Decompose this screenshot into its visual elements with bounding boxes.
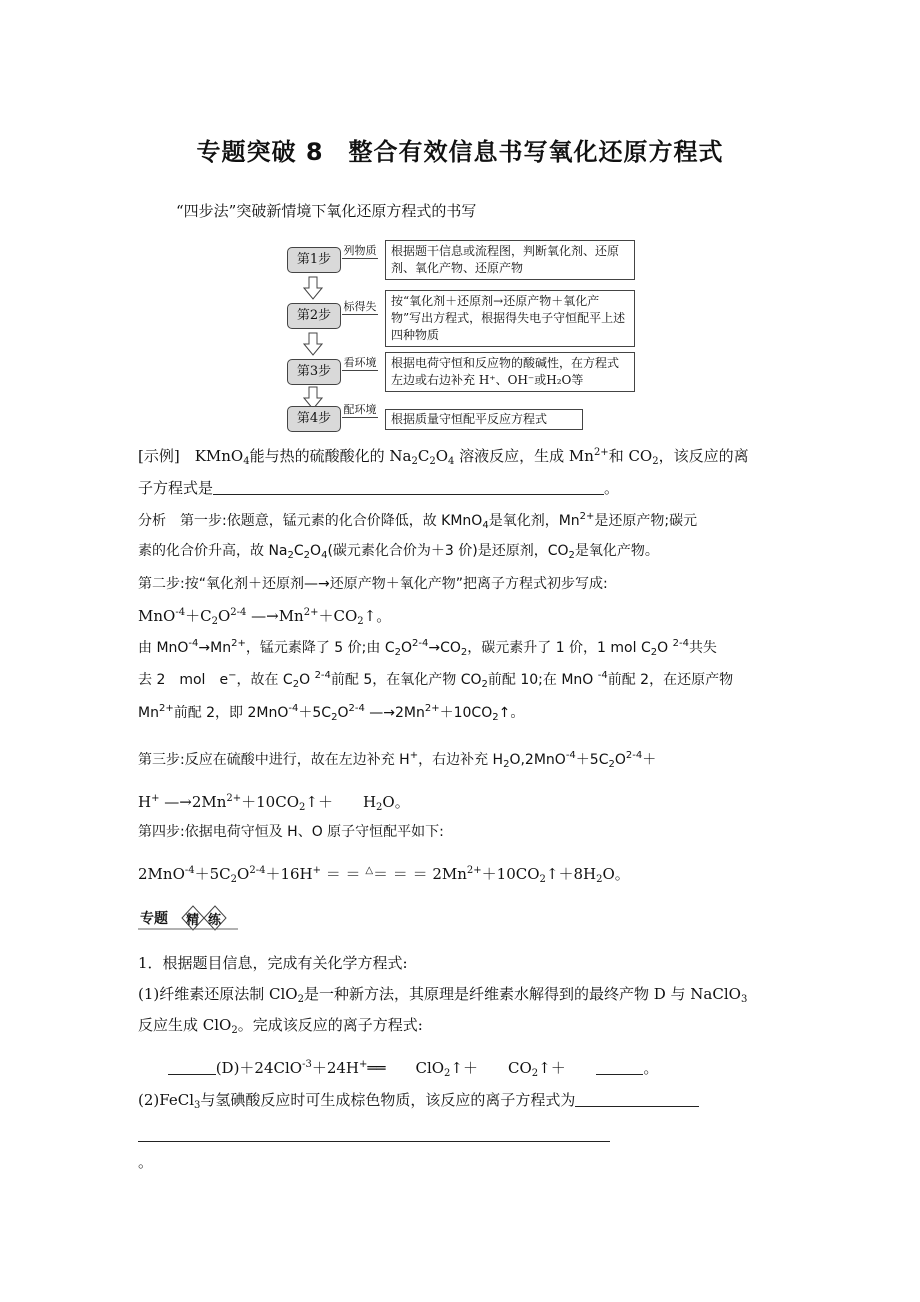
superscript: -4 [188,638,199,649]
q1-part1-equation [138,1058,658,1078]
text-run: 溶液反应，生成 Mn [454,447,594,465]
text-run: ＋10CO [481,865,540,883]
text-run: ＋C [185,607,212,625]
superscript: 2-4 [348,703,365,714]
text-run: (D)＋24ClO [215,1059,303,1077]
text-run: ＋5C [575,752,609,768]
answer-blank [575,1092,699,1107]
subscript: 3 [740,994,748,1005]
superscript: + [151,793,160,804]
text-run: ＋16H [265,865,313,883]
subscript: 4 [448,456,455,467]
subscript: 2 [411,456,418,467]
text-run: MnO [138,607,176,625]
text-run: ↑＋8H [545,865,597,883]
text-run: 。完成该反应的离子方程式: [237,1016,423,1034]
subscript: 2 [292,679,300,690]
text-run: ，锰元素降了 5 价;由 C [245,640,395,656]
subscript: 2 [297,994,304,1005]
text-run: 是还原产物;碳元 [594,513,698,529]
badge-text-topic: 专题 [140,911,168,927]
subscript: 2 [211,616,218,627]
text-run: 前配 10;在 MnO [487,672,598,688]
text-run: —→2Mn [159,793,227,811]
subscript: 2 [231,1025,238,1036]
text-run: C [293,543,304,559]
superscript: 2-4 [230,607,247,618]
superscript: 2-4 [412,638,429,649]
superscript: 2+ [424,703,440,714]
text-run: O [614,752,626,768]
text-run: ，右边补充 H [418,752,504,768]
subscript: 2 [539,874,546,885]
analysis-step2 [138,574,608,594]
text-run: 由 MnO [138,640,189,656]
text-run: 能与热的硫酸酸化的 Na [249,447,412,465]
text-run: 2MnO [138,865,185,883]
q1-part2 [138,1090,699,1110]
subscript: 2 [608,759,615,770]
text-run: ＋24H [311,1059,360,1077]
subscript: 2 [287,550,294,561]
flow-desc-3: 根据电荷守恒和反应物的酸碱性，在方程式左边或右边补充 H⁺、OH⁻或H₂O等 [385,352,635,392]
text-run: ＝ ＝ [321,865,366,883]
flow-action-3: 看环境 [343,356,377,369]
text-run: ↑＋ [538,1059,596,1077]
text-run: →CO [428,640,461,656]
text-run: O。 [602,865,630,883]
step4-final-equation [138,864,630,884]
text-run: 前配 5，在氧化产物 CO [330,672,482,688]
text-run: (2)FeCl [138,1091,194,1109]
step2-balanced [138,703,524,723]
text-run: ↑＋ H [305,793,377,811]
text-run: O [657,640,673,656]
text-run: 子方程式是 [138,479,214,497]
step4-intro [138,822,444,842]
superscript: -4 [175,607,186,618]
text-run: 是一种新方法，其原理是纤维素水解得到的最终产物 D 与 NaClO [303,985,741,1003]
text-run: ＝ ＝ ＝ 2Mn [373,865,467,883]
subscript: 2 [357,616,364,627]
subscript: 2 [652,456,659,467]
down-arrow-icon [303,276,323,300]
text-run: ，故在 C [236,672,293,688]
superscript: 2+ [593,447,609,458]
text-run: 。 [138,1153,154,1171]
superscript: 2+ [303,607,319,618]
text-run: H [138,793,152,811]
text-run [138,1059,168,1077]
text-run: 第四步:依据电荷守恒及 H、O 原子守恒配平如下: [138,824,444,840]
superscript: -4 [597,670,608,681]
text-run: 与氢碘酸反应时可生成棕色物质，该反应的离子方程式为 [200,1091,576,1109]
text-run: O [299,672,315,688]
analysis-step1-b [138,541,659,561]
text-run: Mn [138,705,159,721]
text-run: ＋5C [298,705,332,721]
q1-part1-b [138,1015,423,1035]
superscript: 2+ [231,638,246,649]
subscript: 2 [492,712,499,723]
superscript: − [228,670,237,681]
superscript: 2-4 [314,670,331,681]
text-run: 分析 第一步:依题意，锰元素的化合价降低，故 KMnO [138,513,483,529]
subscript: 2 [596,874,603,885]
superscript: + [312,865,322,876]
text-run: 反应生成 ClO [138,1016,232,1034]
flow-action-1: 列物质 [343,244,377,257]
subscript: 2 [650,647,658,658]
superscript: -3 [302,1059,312,1070]
text-run: ↑。 [498,705,525,721]
text-run: →Mn [198,640,232,656]
text-run: (碳元素化合价为＋3 价)是还原剂，CO [327,543,569,559]
text-run: 。 [604,479,620,497]
step2-explain-a [138,638,717,658]
subscript: 2 [376,802,383,813]
text-run: 。 [643,1059,659,1077]
q1-part2-end [138,1152,153,1172]
flow-step-3: 第3步 [287,359,341,385]
text-run: O [217,607,231,625]
section-badge-practice [138,905,238,931]
superscript: 2+ [466,865,482,876]
text-run: ，碳元素升了 1 价，1 mol C [467,640,651,656]
answer-blank [168,1060,216,1075]
answer-blank [213,480,604,495]
text-run: ＋CO [318,607,358,625]
analysis-step1-a [138,511,697,531]
text-run: 前配 2，即 2MnO [173,705,289,721]
text-run: C [417,447,430,465]
subscript: 2 [303,550,311,561]
subscript: 2 [503,759,510,770]
text-run: ＋5C [194,865,231,883]
subscript: 3 [194,1100,201,1111]
q1-stem [138,953,408,973]
subscript: 2 [460,647,468,658]
text-run: O [310,543,322,559]
q1-part1-a [138,984,747,1004]
subscript: 2 [429,456,436,467]
superscript: △ [365,865,374,876]
example-answer-blank [138,478,619,498]
text-run: O [400,640,412,656]
flow-step-2: 第2步 [287,303,341,329]
down-arrow-icon [303,332,323,356]
answer-blank [138,1127,610,1142]
text-run: 是氧化剂，Mn [488,513,580,529]
superscript: 2+ [158,703,174,714]
superscript: 2-4 [672,638,689,649]
q1-part2-blank [138,1125,610,1145]
subscript: 2 [299,802,306,813]
step2-explain-b [138,670,733,690]
text-run: 是氧化产物。 [574,543,659,559]
text-run: (1)纤维素还原法制 ClO [138,985,298,1003]
flow-step-1: 第1步 [287,247,341,273]
text-run: ↑。 [363,607,392,625]
subscript: 2 [230,874,238,885]
subscript: 4 [321,550,328,561]
superscript: -4 [184,865,195,876]
step2-equation [138,606,391,626]
text-run: —→Mn [246,607,304,625]
text-run: 和 CO [608,447,653,465]
subscript: 2 [568,550,575,561]
text-run: ══ ClO [367,1059,445,1077]
example-question [138,446,749,466]
flow-step-4: 第4步 [287,406,341,432]
superscript: -4 [288,703,299,714]
text-run: 第三步:反应在硫酸中进行，故在左边补充 H [138,752,410,768]
subscript: 2 [531,1068,539,1079]
text-run: [示例] KMnO [138,447,244,465]
flow-desc-2: 按“氧化剂＋还原剂→还原产物＋氧化产物”写出方程式，根据得失电子守恒配平上述四种物质 [385,290,635,347]
text-run: ＋ [642,752,657,768]
subscript: 2 [481,679,488,690]
badge-text-jing: 精 [186,913,200,928]
text-run: ＋10CO [241,793,300,811]
superscript: 2+ [226,793,242,804]
flow-desc-1: 根据题干信息或流程图，判断氧化剂、还原剂、氧化产物、还原产物 [385,240,635,280]
flow-action-2: 标得失 [343,300,377,313]
answer-blank [596,1060,644,1075]
text-run: —→2Mn [364,705,425,721]
badge-text-lian: 练 [208,913,222,928]
subscript: 2 [331,712,338,723]
text-run: O [237,865,250,883]
text-run: 素的化合价升高，故 Na [138,543,288,559]
superscript: + [409,750,419,761]
text-run: 第二步:按“氧化剂＋还原剂—→还原产物＋氧化产物”把离子方程式初步写成: [138,576,608,592]
superscript: 2-4 [249,865,266,876]
text-run: O,2MnO [509,752,566,768]
flow-action-4: 配环境 [343,403,377,416]
superscript: 2+ [579,511,595,522]
section-subtitle: “四步法”突破新情境下氧化还原方程式的书写 [176,202,477,220]
step3-a [138,750,656,770]
subscript: 4 [482,520,489,531]
text-run: O。 [382,793,410,811]
step3-b [138,792,410,812]
text-run: 共失 [688,640,717,656]
text-run: 1．根据题目信息，完成有关化学方程式: [138,954,408,972]
text-run: O [435,447,448,465]
text-run: ↑＋ CO [450,1059,532,1077]
text-run: ＋10CO [439,705,493,721]
text-run: 前配 2，在还原产物 [607,672,734,688]
text-run: O [337,705,349,721]
flow-desc-4: 根据质量守恒配平反应方程式 [385,409,583,430]
text-run: ，该反应的离 [658,447,749,465]
text-run: 去 2 mol e [138,672,229,688]
superscript: + [359,1059,368,1070]
subscript: 2 [444,1068,451,1079]
superscript: 2-4 [625,750,643,761]
page-title: 专题突破 8 整合有效信息书写氧化还原方程式 [196,138,724,166]
subscript: 2 [394,647,401,658]
subscript: 4 [243,456,250,467]
superscript: -4 [565,750,576,761]
